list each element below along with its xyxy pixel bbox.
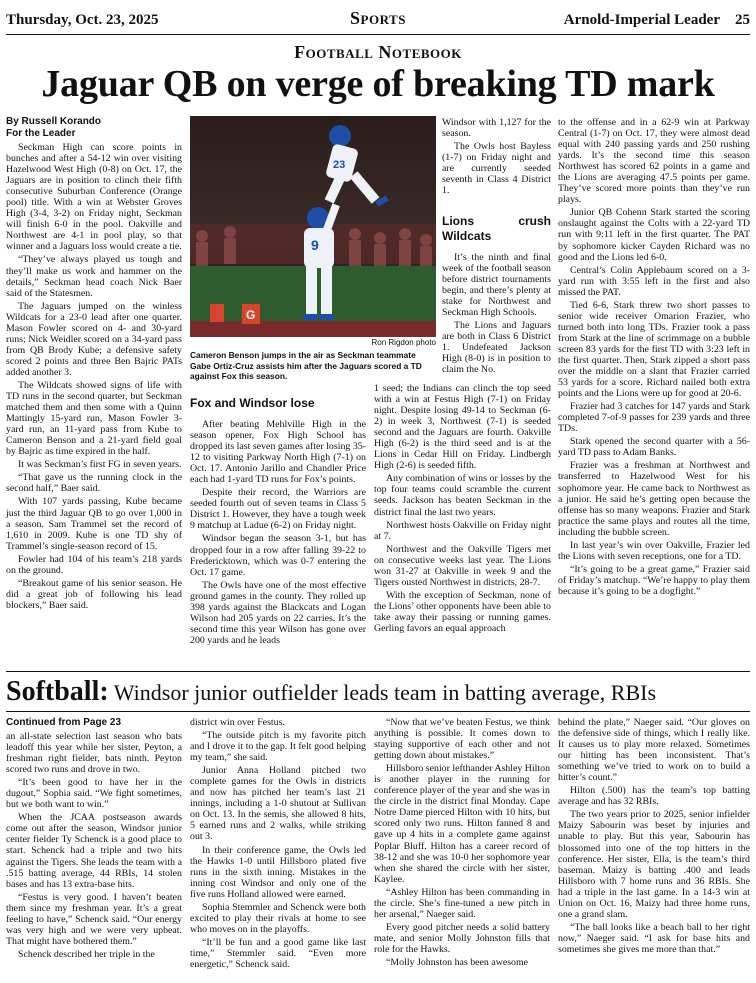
section-title: Sports <box>350 8 406 28</box>
paragraph: Northwest and the Oakville Tigers met on consecutive weeks last year. The Lions won 31-27 at Oakville in week 9 and the Tigers ousted Northwest in districts, 28-7. <box>374 543 551 588</box>
paragraph: Tied 6-6, Stark threw two short passes to senior wide receiver Omarion Frazier, who turned both into long TDs. Frazier took a pass from Stark at the line of scrimmage on a bubble screen 83 yards for the first TD with 3:23 left in the first quarter. Then, Stark zipped a short pass over the middle on a slant that Frazier carried 53 yards for a score. Richard nailed both extra points and the Lions were up for good at 20-6. <box>558 299 750 400</box>
softball-column-2 <box>190 717 366 972</box>
paragraph: Schenck described her triple in the <box>18 948 155 960</box>
masthead <box>6 6 750 30</box>
subhead-lions: Lions crush Wildcats <box>442 214 551 243</box>
paragraph: “The outside pitch is my favorite pitch and I drove it to the gap. It felt good helping my team,” she said. <box>190 730 366 764</box>
article-column-3-top <box>442 117 551 198</box>
paragraph: Stark opened the second quarter with a 56-yard TD pass to Adam Banks. <box>558 436 750 459</box>
paragraph: “They’ve always played us tough and they’ll make us work and hammer on the details,” Seckman head coach Nick Baer said of the Statesmen. <box>6 254 182 299</box>
section-divider <box>6 671 750 672</box>
paragraph: Northwest hosts Oakville on Friday night at 7. <box>374 519 551 542</box>
paragraph: “Ashley Hilton has been commanding in the circle. She’s fine-tuned a new pitch in her arsenal,” Naeger said. <box>374 886 550 920</box>
softball-column-4 <box>558 717 750 957</box>
paragraph: Frazier was a freshman at Northwest and transferred to Hazelwood West for his sophomore year. He came back to Northwest as a junior. He said he’s getting open because the offense has so many weapons. Frazier and Stark practice the same plays and routes all the time, including the bubble screen. <box>558 460 750 538</box>
page-number: 25 <box>735 12 750 28</box>
paragraph: “It’ll be fun and a good game like last time,” Stemmler said. “Even more energetic,” Schenck said. <box>190 936 366 970</box>
paragraph: The two years prior to 2025, senior infielder Maizy Sabourin was beset by injuries and unable to play. But this year, Sabourin has blossomed into one of the top hitters in the conference. Her sister, Ella, is the team’s third baseman. Maizy is batting .400 and leads Hillsboro with 7 home runs and 36 RBIs. She had a triple in the last game. In a 14-3 win at Union on Oct. 16, Maizy had three home runs, one a grand slam. <box>558 809 750 920</box>
paragraph: Every good pitcher needs a solid battery mate, and senior Molly Johnston fills that role for the Hawks. <box>374 921 550 955</box>
paragraph: Central’s Colin Applebaum scored on a 3-yard run with 3:55 left in the first and also missed the PAT. <box>558 264 750 298</box>
paragraph: With the exception of Seckman, none of the Lions’ other opponents have been able to take away their passing or running games. Gerling favors an equal approach <box>374 589 551 634</box>
paragraph: In last year’s win over Oakville, Frazier led the Lions with seven receptions, one for a TD. <box>558 539 750 562</box>
paragraph: Windsor began the season 3-1, but has dropped four in a row after falling 39-22 to Fredericktown, which was 0-7 entering the Oct. 17 game. <box>190 533 366 578</box>
paragraph: Seckman High can score points in bunches and after a 54-12 win over visiting Hazelwood West High (0-8) on Oct. 17, the Jaguars are in position to clinch their fifth consecutive Suburban Conference (Orange pool) title. With a win at Webster Groves High (3-4, 3-2) on Friday night, Seckman will finish 6-0 in the pool. Oakville and Northwest are 4-1 in pool play, so that winner and a Jaguars loss would create a tie. <box>6 142 182 253</box>
player-lower-number: 9 <box>311 237 319 253</box>
paragraph: Junior QB Cohenn Stark started the scoring onslaught against the Colts with a 22-yard TD run with 9:11 left in the first quarter. The PAT by sophomore kicker Cayden Richard was no good and the Lions led 6-0. <box>558 207 750 263</box>
article-column-1 <box>6 116 182 613</box>
paragraph: “Molly Johnston has been awesome <box>386 956 529 968</box>
paragraph: “Festus is very good. I haven’t beaten them since my freshman year. It’s a great feeling to have,” Schenck said. “Our energy was very high and we were very upbeat. That might have bothered them.” <box>6 891 182 947</box>
softball-column-1 <box>6 717 182 962</box>
paragraph: The Owls host Bayless (1-7) on Friday night and are currently seeded seventh in Class 4 District 1. <box>442 141 551 197</box>
paragraph: It’s the ninth and final week of the football season before district tournaments begin, and there’s plenty at stake for Northwest and Seckman High Schools. <box>442 252 551 319</box>
photo-illustration <box>190 116 436 337</box>
paragraph: Fowler had 104 of his team’s 218 yards on the ground. <box>6 553 182 576</box>
paragraph: 1 seed; the Indians can clinch the top seed with a win at Festus High (7-1) on Friday night. Despite losing 49-14 to Seckman (6-2) in week 3, Northwest (7-1) is seeded second and the Jaguars are fourth. Oakville High (6-2) is the third seed and is at the Lions in Cedar Hill on Friday. Lindbergh High (2-6) is seeded fifth. <box>374 383 551 472</box>
softball-headline <box>6 676 750 709</box>
photo-credit: Ron Rigdon photo <box>371 338 436 347</box>
paragraph: an all-state selection last season who bats leadoff this year while her sister, Peyton, a freshman right fielder, bats ninth. Peyton scored two runs and drove in two. <box>6 731 182 776</box>
paragraph: Hilton (.500) has the team’s top batting average and has 32 RBIs. <box>558 785 750 808</box>
paragraph: to the offense and in a 62-9 win at Parkway Central (1-7) on Oct. 17, they were almost dead equal with 240 passing yards and 250 rushing yards. It’s the second time this season Northwest has scored 62 points in a game and the Lions are averaging 47.5 points per game. They’ve scored more points than they’ve run plays. <box>558 117 750 206</box>
paragraph: “Now that we’ve beaten Festus, we think anything is possible. It comes down to staying supportive of each other and not getting down about mistakes.” <box>374 717 550 762</box>
paragraph: Frazier had 3 catches for 147 yards and Stark completed 7-of-9 passes for 239 yards and three TDs. <box>558 401 750 435</box>
paragraph: “It’s going to be a great game,” Frazier said of Friday’s matchup. “We’re happy to play them because it’s going to be a dogfight.” <box>558 563 750 597</box>
paragraph: The Jaguars jumped on the winless Wildcats for a 23-0 lead after one quarter. Mason Fowler scored on 4- and 30-yard runs; Nick Weidler scored on a 34-yard pass from QB Brody Kube; a defensive safety scored 2 points and three Ben Bajric PATs added another 3. <box>6 300 182 378</box>
article-column-3-lions <box>442 208 551 378</box>
paragraph: district win over Festus. <box>190 717 285 728</box>
paragraph: Hillsboro senior lefthander Ashley Hilton is another player in the running for conference player of the year and she was in the circle in the district final Monday. Cape Notre Dame pierced Hilton with 10 hits, but scored only two runs. Hilton fanned 8 and gave up 4 hits in a complete game against Poplar Bluff. Hilton has a career record of 38-12 and she was 10-0 her sophomore year when she shared the circle with her sister, Kaylee. <box>374 763 551 885</box>
football-photo <box>190 116 436 337</box>
paragraph: “It’s been good to have her in the dugout,” Sophia said. “We fight sometimes, but we both want to win.” <box>6 777 182 811</box>
paragraph: Windsor with 1,127 for the season. <box>442 117 551 140</box>
continued-from: Continued from Page 23 <box>6 717 122 728</box>
paragraph: After beating Mehlville High in the season opener, Fox High School has dropped its last seven games after losing 35-12 to visiting Parkway North High (7-1) on Oct. 17. Antonio Jarillo and Chandler Price each had 1-yard TD runs for Fox’s points. <box>190 419 366 486</box>
paragraph: The Wildcats showed signs of life with TD runs in the second quarter, but Seckman matched them and then some with a Quinn Mattingly 15-yard run, Mason Fowler 3-yard run, an 11-yard pass from Kube to Cameron Benson and a 21-yard field goal by Bajric as time expired in the half. <box>6 379 182 458</box>
paragraph: In their conference game, the Owls led the Hawks 1-0 until Hillsboro plated five runs in the sixth inning. Mistakes in the inning cost Windsor and only one of the five runs Holland allowed were earned. <box>190 844 366 900</box>
article-column-3-bottom <box>374 383 551 636</box>
byline-author: By Russell Korando <box>6 116 102 127</box>
softball-rule <box>6 711 750 712</box>
article-kicker: Football Notebook <box>294 42 462 62</box>
paragraph: When the JCAA postseason awards come out after the season, Windsor junior center fielder Ty Schenck is a good place to start. Schenck had a triple and two hits against the Tigers. She leads the team with a .515 batting average, 44 RBIs, 14 stolen bases and has 13 extra-base hits. <box>6 812 182 890</box>
paragraph: The Lions and Jaguars are both in Class 6 District 1. Undefeated Jackson High (8-0) is in position to claim the No. <box>442 320 551 376</box>
article-column-2 <box>190 390 366 648</box>
byline-affiliation: For the Leader <box>6 128 76 139</box>
paragraph: “That gave us the running clock in the second half,” Baer said. <box>6 472 182 495</box>
article-column-4 <box>558 117 750 599</box>
subhead-fox-windsor: Fox and Windsor lose <box>190 396 315 410</box>
paragraph: Despite their record, the Warriors are seeded fourth out of seven teams in Class 5 District 1. However, they have a tough week 9 matchup at Ladue (6-2) on Friday night. <box>190 487 366 532</box>
paragraph: It was Seckman’s first FG in seven years. <box>18 459 182 471</box>
paragraph: The Owls have one of the most effective ground games in the county. They rolled up 398 yards against the Blackcats and Logan Wilson had 205 yards on 22 carries. It’s the second time this year Wilson has gone over 200 yards and he leads <box>190 579 366 646</box>
byline <box>6 116 182 140</box>
paragraph: behind the plate,” Naeger said. “Our gloves on the defensive side of things, which I really like. It causes us to play more relaxed. Sometimes our hitting has been inconsistent. That’s something we’ve tried to work on to build a hitter’s count.” <box>558 717 750 784</box>
softball-kicker: Softball: <box>6 676 109 707</box>
paper-name: Arnold-Imperial Leader <box>563 12 720 28</box>
paragraph: Junior Anna Holland pitched two complete games for the Owls in districts and now has pitched her team’s last 21 innings, including a 1-0 shutout at Sullivan on Oct. 13. In the semis, she allowed 8 hits, 5 earned runs and 2 walks, while striking out 3. <box>190 765 366 843</box>
paragraph: Any combination of wins or losses by the top four teams could scramble the current seeds. Jackson has beaten Seckman in the district final the last two years. <box>374 473 551 518</box>
paragraph: “Breakout game of his senior season. He did a great job of following his lead blockers,” Baer said. <box>6 577 182 611</box>
softball-title: Windsor junior outfielder leads team in batting average, RBIs <box>113 680 657 705</box>
photo-sign-letter: G <box>246 308 256 322</box>
photo-caption: Cameron Benson jumps in the air as Seckman teammate Gabe Ortiz-Cruz assists him after the Jaguars scored a TD against Fox this season. <box>190 350 422 381</box>
top-rule <box>6 34 750 35</box>
paragraph: “The ball looks like a beach ball to her right now,” Naeger said. “I ask for base hits and sometimes she gives me more than that.” <box>558 921 750 955</box>
article-headline: Jaguar QB on verge of breaking TD mark <box>41 63 715 105</box>
softball-column-3 <box>374 717 550 970</box>
player-upper-number: 23 <box>333 159 346 171</box>
paragraph: With 107 yards passing, Kube became just the third Jaguar QB to go over 1,000 in a season. Sam Trammel set the record of 1,610 in 2009. Kube is one TD shy of Trammel’s single-season record of 15. <box>6 496 182 552</box>
paragraph: Sophia Stemmler and Schenck were both excited to play their rivals at home to see who moves on in the playoffs. <box>190 901 366 935</box>
issue-date: Thursday, Oct. 23, 2025 <box>6 12 159 28</box>
